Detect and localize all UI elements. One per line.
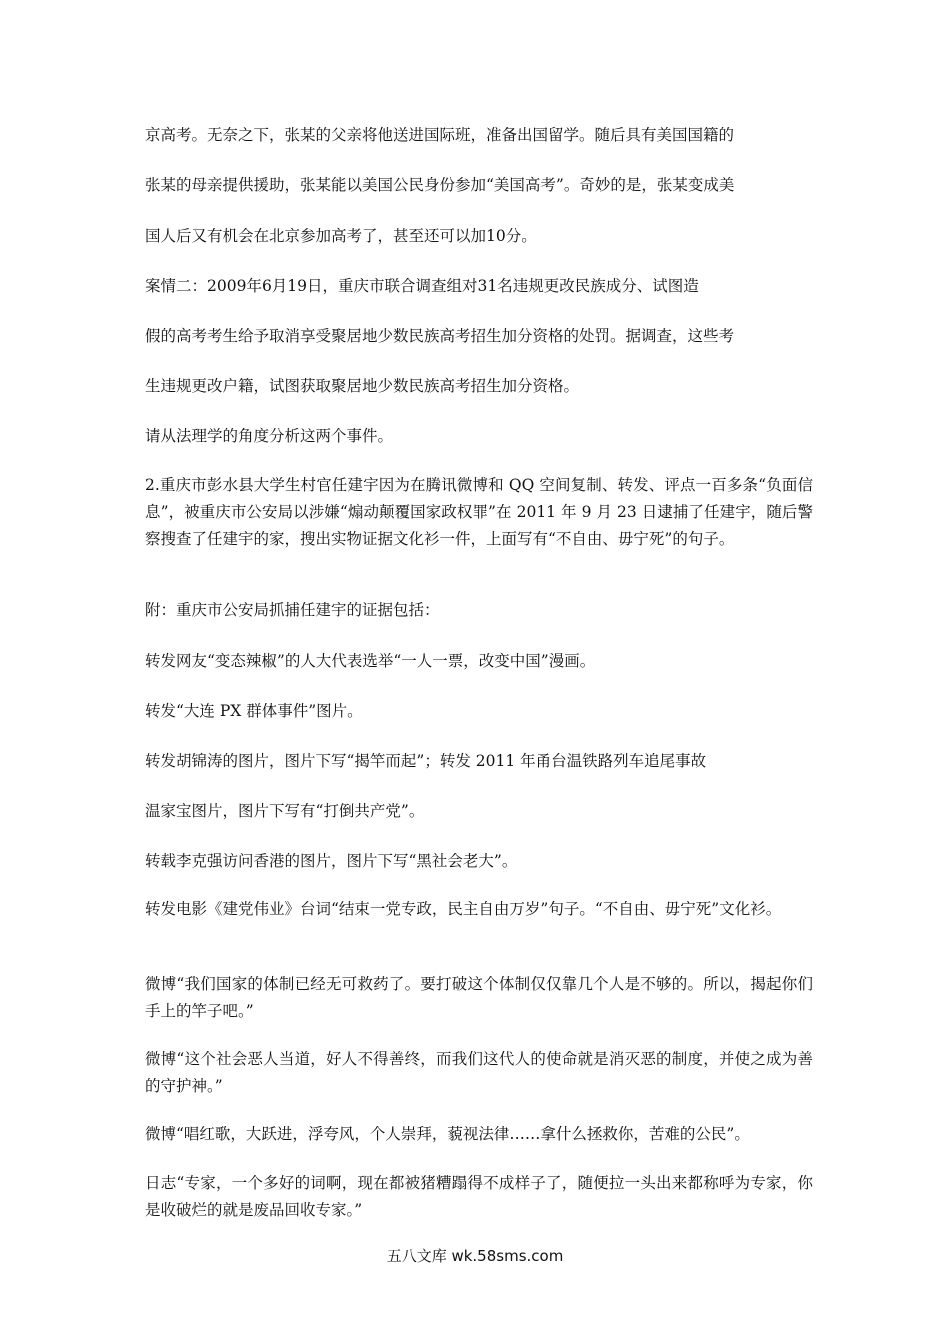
question-prompt: 请从法理学的角度分析这两个事件。 bbox=[145, 427, 394, 445]
question-2-paragraph: 2.重庆市彭水县大学生村官任建宇因为在腾讯微博和 QQ 空间复制、转发、评点一百多条“负面信息”，被重庆市公安局以涉嫌“煽动颠覆国家政权罪”在 2011 年 9 月 23 日逮捕了任建宇，随后警察搜查了任建宇的家，搜出实物证据文化衫一件，上面写有“不自由、毋宁死”的句子。 bbox=[145, 476, 813, 548]
paragraph-line: 张某的母亲提供援助，张某能以美国公民身份参加“美国高考”。奇妙的是，张某变成美 bbox=[145, 176, 735, 194]
paragraph-line: 生违规更改户籍，试图获取聚居地少数民族高考招生加分资格。 bbox=[145, 377, 580, 395]
evidence-item: 微博“唱红歌，大跃进，浮夸风，个人崇拜，藐视法律……拿什么拯救你，苦难的公民”。 bbox=[145, 1125, 750, 1143]
evidence-item: 转发网友“变态辣椒”的人大代表选举“一人一票，改变中国”漫画。 bbox=[145, 652, 596, 670]
paragraph-line: 假的高考考生给予取消享受聚居地少数民族高考招生加分资格的处罚。据调查，这些考 bbox=[145, 327, 735, 345]
evidence-item: 转发“大连 PX 群体事件”图片。 bbox=[145, 702, 363, 720]
evidence-item: 转载李克强访问香港的图片，图片下写“黑社会老大”。 bbox=[145, 852, 518, 870]
paragraph-line: 案情二：2009年6月19日，重庆市联合调查组对31名违规更改民族成分、试图造 bbox=[145, 277, 699, 295]
evidence-item: 温家宝图片，图片下写有“打倒共产党”。 bbox=[145, 802, 425, 820]
paragraph-line: 京高考。无奈之下，张某的父亲将他送进国际班，准备出国留学。随后具有美国国籍的 bbox=[145, 126, 735, 144]
appendix-title: 附：重庆市公安局抓捕任建宇的证据包括： bbox=[145, 601, 440, 619]
footer-watermark: 五八文库 wk.58sms.com bbox=[386, 1247, 564, 1265]
evidence-item: 转发电影《建党伟业》台词“结束一党专政，民主自由万岁”句子。“不自由、毋宁死”文化衫。 bbox=[145, 900, 782, 918]
evidence-item: 微博“这个社会恶人当道，好人不得善终，而我们这代人的使命就是消灭恶的制度，并使之成为善的守护神。” bbox=[145, 1050, 813, 1095]
evidence-item: 转发胡锦涛的图片，图片下写“揭竿而起”；转发 2011 年甬台温铁路列车追尾事故 bbox=[145, 752, 707, 770]
evidence-item: 微博“我们国家的体制已经无可救药了。要打破这个体制仅仅靠几个人是不够的。所以，揭起你们手上的竿子吧。” bbox=[145, 975, 813, 1020]
paragraph-line: 国人后又有机会在北京参加高考了，甚至还可以加10分。 bbox=[145, 227, 537, 245]
evidence-item: 日志“专家，一个多好的词啊，现在都被猪糟蹋得不成样子了，随便拉一头出来都称呼为专家，你是收破烂的就是废品回收专家。” bbox=[145, 1174, 813, 1219]
